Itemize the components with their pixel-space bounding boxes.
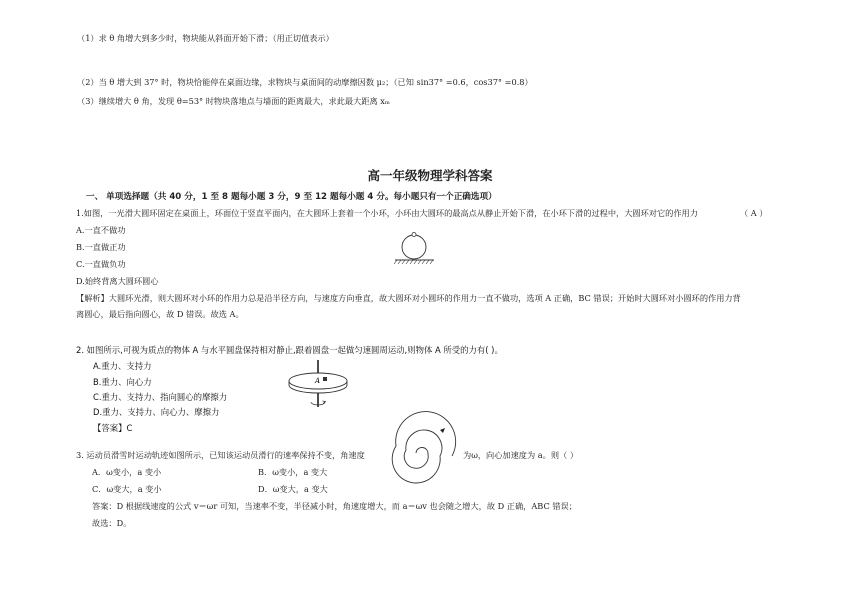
top-question-2: （2）当 θ 增大到 37° 时，物块恰能停在桌面边缘，求物块与桌面间的动摩擦因数 μ₂；（已知 sin37° =0.6，cos37° =0.8） <box>77 77 533 87</box>
q2-option-a: A.重力、支持力 <box>93 361 152 371</box>
q2-option-b: B.重力、向心力 <box>93 377 152 387</box>
q3-answer-line1: 答案：D 根据线速度的公式 v＝ωr 可知，当速率不变，半径减小时，角速度增大，而 a＝ωv 也会随之增大，故 D 正确，ABC 错误； <box>92 501 577 511</box>
page-title: 高一年级物理学科答案 <box>367 168 493 183</box>
top-question-3: （3）继续增大 θ 角，发现 θ=53° 时物块落地点与墙面的距离最大，求此最大距离 xₘ <box>77 96 390 106</box>
q1-option-c: C.一直做负功 <box>76 259 126 269</box>
q2-answer: 【答案】C <box>93 423 133 433</box>
q2-disc-figure <box>284 358 352 410</box>
q2-figure-label: A <box>315 377 321 385</box>
q1-analysis-line1: 【解析】大圆环光滑，则大圆环对小环的作用力总是沿半径方向，与速度方向垂直，故大圆环对小圆环的作用力一直不做功，选项 A 正确，BC 错误；开始时大圆环对小圆环的作用力背 <box>76 293 741 303</box>
q2-option-c: C.重力、支持力、指向圆心的摩擦力 <box>93 392 228 402</box>
q1-option-a: A.一直不做功 <box>76 225 126 235</box>
q1-option-d: D.始终背离大圆环圆心 <box>76 276 159 286</box>
q1-option-b: B.一直做正功 <box>76 242 126 252</box>
q1-answer-mark: （ A ） <box>740 208 768 218</box>
q3-spiral-figure <box>382 414 462 492</box>
q3-stem-right: 为ω，向心加速度为 a。则（ ） <box>463 450 579 460</box>
top-question-1: （1）求 θ 角增大到多少时，物块能从斜面开始下滑；（用正切值表示） <box>77 33 334 43</box>
q3-option-b: B．ω变小，a 变大 <box>258 467 328 477</box>
q3-stem-left: 3. 运动员滑雪时运动轨迹如图所示，已知该运动员滑行的速率保持不变，角速度 <box>76 450 365 460</box>
q1-ring-figure <box>390 229 440 271</box>
q3-option-c: C．ω变大，a 变小 <box>92 484 162 494</box>
q3-answer-line2: 故选：D。 <box>92 518 132 528</box>
q3-option-d: D．ω变大，a 变大 <box>258 484 328 494</box>
section-heading: 一、 单项选择题（共 40 分，1 至 8 题每小题 3 分，9 至 12 题每小题 4 分。每小题只有一个正确选项） <box>86 192 497 202</box>
q2-option-d: D.重力、支持力、向心力、摩擦力 <box>93 407 220 417</box>
q1-analysis-line2: 离圆心，最后指向圆心，故 D 错误。故选 A。 <box>76 309 244 319</box>
q1-stem: 1.如图，一光滑大圆环固定在桌面上，环面位于竖直平面内，在大圆环上套着一个小环，小环由大圆环的最高点从静止开始下滑，在小环下滑的过程中，大圆环对它的作用力 <box>76 208 698 218</box>
q2-stem: 2. 如图所示,可视为质点的物体 A 与水平圆盘保持相对静止,跟着圆盘一起做匀速圆周运动,则物体 A 所受的力有( )。 <box>76 345 503 355</box>
q3-option-a: A．ω变小，a 变小 <box>92 467 162 477</box>
